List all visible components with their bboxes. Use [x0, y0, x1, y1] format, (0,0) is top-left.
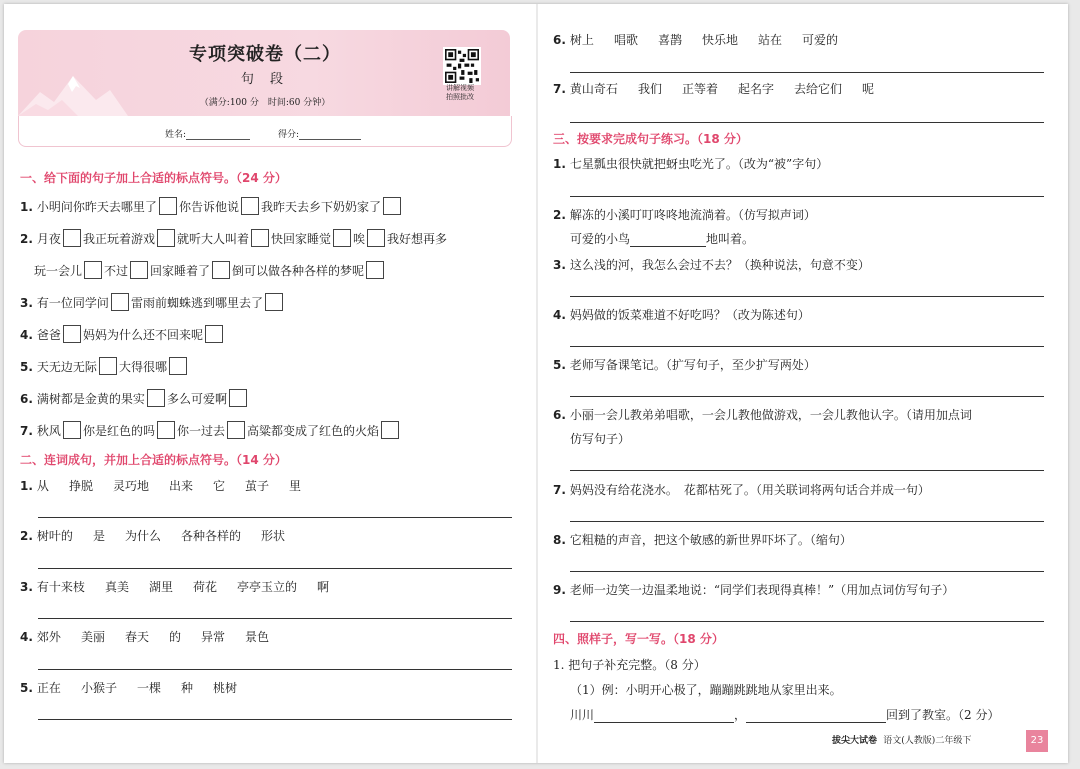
s2-item-4: 4. 郊外 美丽 春天 的 异常 景色 [20, 630, 270, 644]
s1-item-2-cont: 玩一会儿 不过 回家睡着了 倒可以做各种各样的梦呢 [34, 261, 386, 279]
answer-line[interactable] [38, 669, 512, 670]
s1-item-2: 2. 月夜 我正玩着游戏 就听大人叫着 快回家睡觉 唉 我好想再多 [20, 229, 447, 247]
s4-item-1: 1. 把句子补充完整。（8 分） [553, 658, 706, 672]
punct-box[interactable] [205, 325, 223, 343]
s1-item-1: 1. 小明问你昨天去哪里了 你告诉他说 我昨天去乡下奶奶家了 [20, 197, 403, 215]
punct-box[interactable] [212, 261, 230, 279]
s3-item-2: 2. 解冻的小溪叮叮咚咚地流淌着。（仿写拟声词） [553, 208, 816, 222]
answer-line[interactable] [570, 122, 1044, 123]
s3-item-6-cont: 仿写句子） [570, 432, 631, 446]
score-input-line[interactable] [299, 130, 361, 140]
book-spine [536, 4, 538, 763]
s1-item-5: 5. 天无边无际 大得很哪 [20, 357, 189, 375]
score-field[interactable]: 得分: [278, 127, 361, 140]
punct-box[interactable] [169, 357, 187, 375]
s3-item-9: 9. 老师一边笑一边温柔地说：“同学们表现得真棒！”（用加点词仿写句子） [553, 583, 955, 597]
s3-item-6: 6. 小丽一会儿教弟弟唱歌，一会儿教他做游戏，一会儿教他认字。（请用加点词 [553, 408, 972, 422]
s1-item-4: 4. 爸爸 妈妈为什么还不回来呢 [20, 325, 225, 343]
header-info-bar [18, 116, 512, 147]
s3-item-7: 7. 妈妈没有给花浇水。 花都枯死了。（用关联词将两句话合并成一句） [553, 483, 930, 497]
s4-example: （1）例：小明开心极了，蹦蹦跳跳地从家里出来。 [570, 683, 842, 697]
footer-brand: 拔尖大试卷 语文(人教版)二年级下 [832, 736, 972, 746]
s2-item-6: 6. 树上 唱歌 喜鹊 快乐地 站在 可爱的 [553, 33, 839, 47]
punct-box[interactable] [251, 229, 269, 247]
punct-box[interactable] [130, 261, 148, 279]
answer-line[interactable] [570, 521, 1044, 522]
punct-box[interactable] [99, 357, 117, 375]
answer-line[interactable] [570, 196, 1044, 197]
s3-item-1: 1. 七星瓢虫很快就把蚜虫吃光了。（改为“被”字句） [553, 157, 829, 171]
answer-line[interactable] [570, 72, 1044, 73]
answer-line[interactable] [570, 571, 1044, 572]
punct-box[interactable] [366, 261, 384, 279]
section4-title: 四、照样子，写一写。（18 分） [553, 632, 724, 646]
section1-title: 一、给下面的句子加上合适的标点符号。（24 分） [20, 171, 287, 185]
s2-item-3: 3. 有十来枝 真美 湖里 荷花 亭亭玉立的 啊 [20, 580, 330, 594]
answer-line[interactable] [570, 621, 1044, 622]
s3-item-8: 8. 它粗糙的声音，把这个敏感的新世界吓坏了。（缩句） [553, 533, 852, 547]
fill-blank[interactable] [630, 234, 706, 247]
punct-box[interactable] [84, 261, 102, 279]
punct-box[interactable] [367, 229, 385, 247]
s1-item-6: 6. 满树都是金黄的果实 多么可爱啊 [20, 389, 249, 407]
punct-box[interactable] [265, 293, 283, 311]
s2-item-5: 5. 正在 小猴子 一棵 种 桃树 [20, 681, 237, 695]
qr-code-icon[interactable] [443, 47, 481, 85]
section3-title: 三、按要求完成句子练习。（18 分） [553, 132, 748, 146]
section2-title: 二、连词成句，并加上合适的标点符号。（14 分） [20, 453, 287, 467]
mountain-illustration [18, 70, 128, 116]
answer-line[interactable] [38, 517, 512, 518]
punct-box[interactable] [241, 197, 259, 215]
punct-box[interactable] [111, 293, 129, 311]
punct-box[interactable] [63, 229, 81, 247]
s3-item-4: 4. 妈妈做的饭菜难道不好吃吗？（改为陈述句） [553, 308, 810, 322]
s1-item-3: 3. 有一位同学问 雷雨前蜘蛛逃到哪里去了 [20, 293, 285, 311]
answer-line[interactable] [570, 346, 1044, 347]
s2-item-1: 1. 从 挣脱 灵巧地 出来 它 茧子 里 [20, 479, 302, 493]
answer-line[interactable] [38, 568, 512, 569]
s2-item-2: 2. 树叶的 是 为什么 各种各样的 形状 [20, 529, 285, 543]
fill-blank[interactable] [594, 710, 734, 723]
answer-line[interactable] [38, 618, 512, 619]
punct-box[interactable] [159, 197, 177, 215]
s3-item-2-fill: 可爱的小鸟 地叫着。 [570, 232, 755, 246]
s3-item-3: 3. 这么浅的河，我怎么会过不去？（换种说法，句意不变） [553, 258, 870, 272]
fill-blank[interactable] [746, 710, 886, 723]
punct-box[interactable] [63, 325, 81, 343]
s4-fill: 川川 ， 回到了教室。（2 分） [570, 708, 1000, 722]
name-field[interactable]: 姓名: [165, 127, 250, 140]
punct-box[interactable] [157, 229, 175, 247]
answer-line[interactable] [570, 396, 1044, 397]
exam-title: 专项突破卷（二） [189, 44, 341, 65]
s2-item-7: 7. 黄山奇石 我们 正等着 起名字 去给它们 呢 [553, 82, 875, 96]
s3-item-5: 5. 老师写备课笔记。（扩写句子，至少扩写两处） [553, 358, 816, 372]
page-number: 23 [1026, 730, 1048, 752]
s1-item-7: 7. 秋风 你是红色的吗 你一过去 高粱都变成了红色的火焰 [20, 421, 401, 439]
punct-box[interactable] [383, 197, 401, 215]
punct-box[interactable] [157, 421, 175, 439]
name-input-line[interactable] [186, 130, 250, 140]
exam-meta: （满分:100 分 时间:60 分钟） [199, 98, 331, 108]
punct-box[interactable] [227, 421, 245, 439]
answer-line[interactable] [570, 296, 1044, 297]
punct-box[interactable] [333, 229, 351, 247]
answer-line[interactable] [38, 719, 512, 720]
answer-line[interactable] [570, 470, 1044, 471]
punct-box[interactable] [147, 389, 165, 407]
exam-subtitle: 句 段 [240, 72, 290, 87]
qr-caption: 讲解视频 拍照批改 [446, 84, 474, 101]
punct-box[interactable] [229, 389, 247, 407]
punct-box[interactable] [63, 421, 81, 439]
punct-box[interactable] [381, 421, 399, 439]
